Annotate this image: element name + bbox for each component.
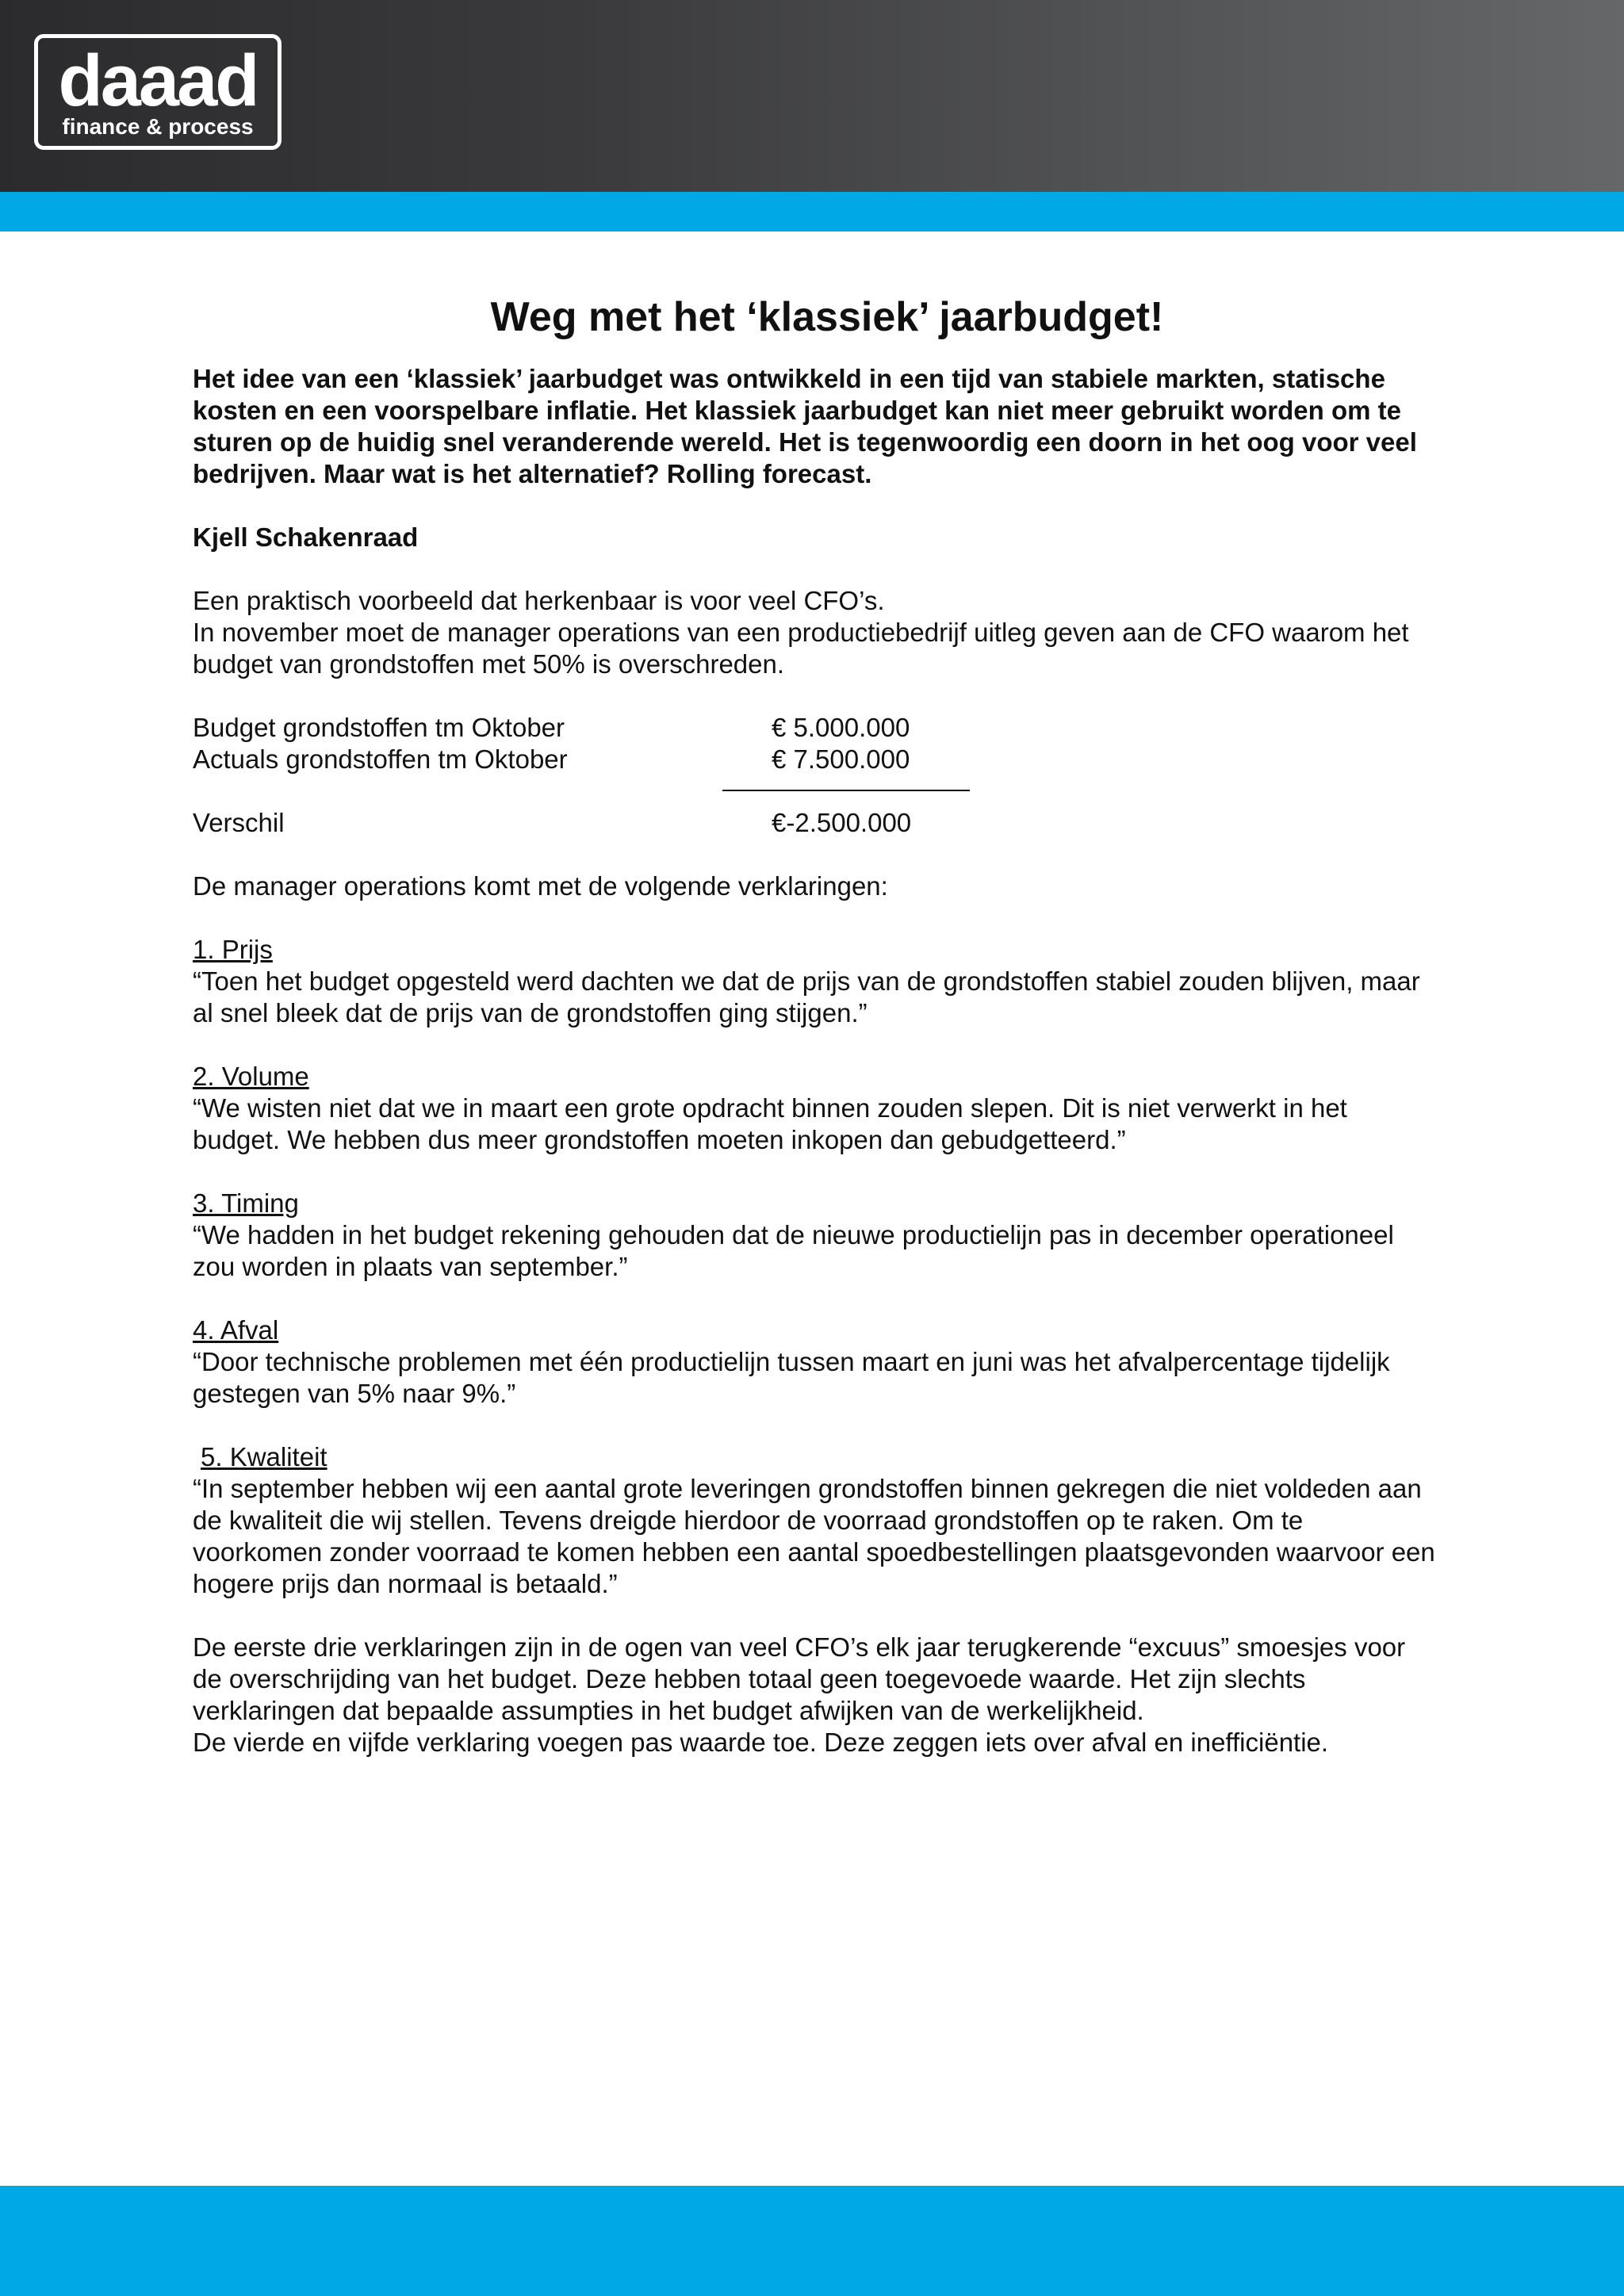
article-title: Weg met het ‘klassiek’ jaarbudget! xyxy=(490,294,1164,340)
explanation-text: “Toen het budget opgesteld werd dachten we dat de prijs van de grondstoffen stabiel zouden blijven, maar al snel bleek dat de prijs van de grondstoffen ging stijgen.” xyxy=(193,966,1420,1027)
sum-divider xyxy=(193,775,1438,807)
logo-wordmark: daaad xyxy=(58,40,258,121)
article-lead: Het idee van een ‘klassiek’ jaarbudget was ontwikkeld in een tijd van stabiele markten, statische kosten en een voorspelbare inflatie. Het klassiek jaarbudget kan niet meer gebruikt worden om te sturen op de huidig snel veranderende wereld. Het is tegenwoordig een doorn in het oog voor veel bedrijven. Maar wat is het alternatief? Rolling forecast. xyxy=(193,364,1417,488)
actuals-row xyxy=(193,744,1438,775)
row-amount: € 7.500.000 xyxy=(772,744,910,774)
article-author: Kjell Schakenraad xyxy=(193,522,419,552)
intro-line-1: Een praktisch voorbeeld dat herkenbaar is voor veel CFO’s. xyxy=(193,586,885,615)
explanations-intro: De manager operations komt met de volgende verklaringen: xyxy=(193,871,888,901)
row-amount: € 5.000.000 xyxy=(772,713,910,742)
conclusion-line-1: De eerste drie verklaringen zijn in de ogen van veel CFO’s elk jaar terugkerende “excuus” smoesjes voor de overschrijding van het budget. Deze hebben totaal geen toegevoede waarde. Het zijn slechts verklaringen dat bepaalde assumpties in het budget afwijken van de werkelijkheid. xyxy=(193,1632,1406,1725)
logo-tagline: finance & process xyxy=(62,114,254,139)
explanation-text: “We wisten niet dat we in maart een grote opdracht binnen zouden slepen. Dit is niet verwerkt in het budget. We hebben dus meer grondstoffen moeten inkopen dan gebudgetteerd.” xyxy=(193,1093,1347,1154)
explanation-text: “In september hebben wij een aantal grote leveringen grondstoffen binnen gekregen die niet voldeden aan de kwaliteit die wij stellen. Tevens dreigde hierdoor de voorraad grondstoffen op te raken. Om te voorkomen zonder voorraad te komen hebben een aantal spoedbestellingen plaatsgevonden waarvoor een hogere prijs dan normaal is betaald.” xyxy=(193,1474,1435,1598)
budget-table xyxy=(193,712,1438,839)
explanation-heading: 2. Volume xyxy=(193,1062,309,1091)
explanation-heading: 5. Kwaliteit xyxy=(201,1442,327,1471)
intro-line-2: In november moet de manager operations van een productiebedrijf uitleg geven aan de CFO waarom het budget van grondstoffen met 50% is overschreden. xyxy=(193,618,1409,679)
explanation-text: “Door technische problemen met één productielijn tussen maart en juni was het afvalpercentage tijdelijk gestegen van 5% naar 9%.” xyxy=(193,1347,1390,1408)
explanation-heading: 3. Timing xyxy=(193,1188,299,1218)
company-logo xyxy=(34,34,282,150)
explanation-text: “We hadden in het budget rekening gehouden dat de nieuwe productielijn pas in december operationeel zou worden in plaats van september.” xyxy=(193,1220,1394,1281)
page-header xyxy=(0,0,1624,192)
row-label: Verschil xyxy=(193,808,285,837)
header-accent-stripe xyxy=(0,192,1624,232)
article-body xyxy=(193,292,1438,1758)
page-footer xyxy=(0,2186,1624,2296)
explanation-heading: 4. Afval xyxy=(193,1315,279,1345)
conclusion-line-2: De vierde en vijfde verklaring voegen pas waarde toe. Deze zeggen iets over afval en inefficiëntie. xyxy=(193,1728,1329,1757)
row-label: Budget grondstoffen tm Oktober xyxy=(193,713,565,742)
explanation-heading: 1. Prijs xyxy=(193,935,273,964)
difference-row xyxy=(193,807,1438,839)
row-amount: €-2.500.000 xyxy=(772,808,912,837)
budget-row xyxy=(193,712,1438,744)
row-label: Actuals grondstoffen tm Oktober xyxy=(193,744,568,774)
